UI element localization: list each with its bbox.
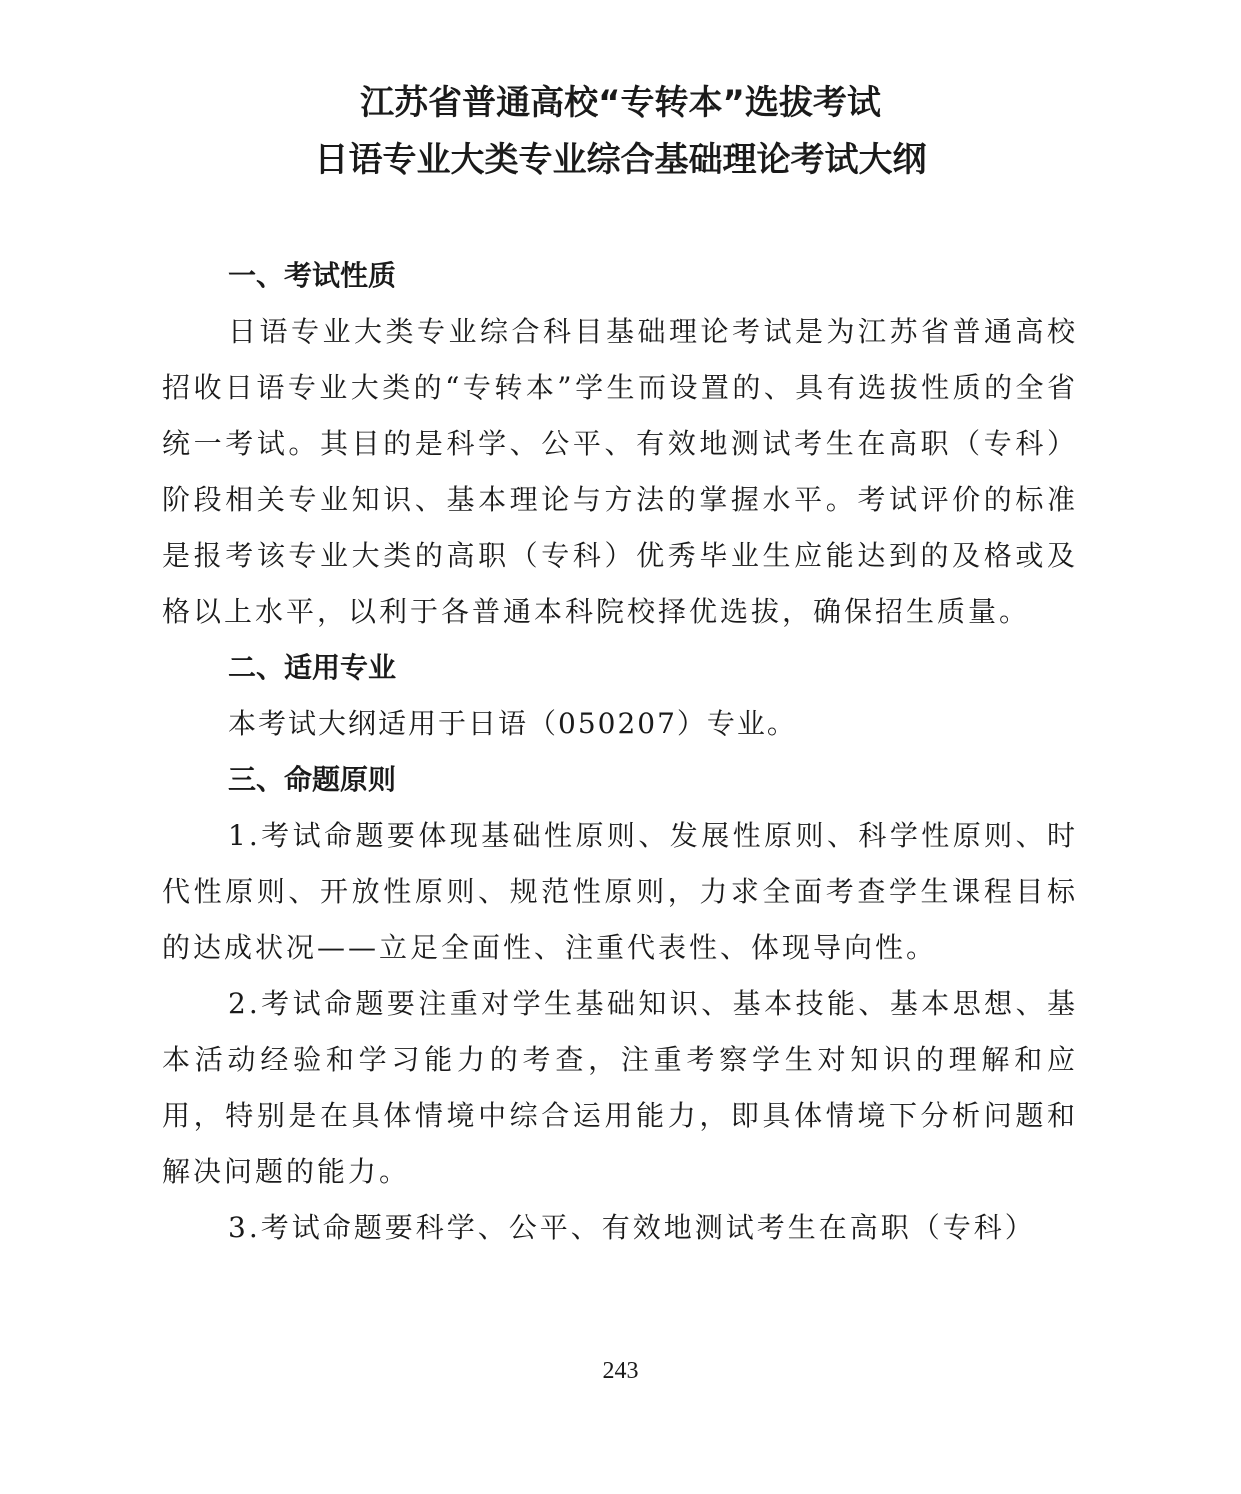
paragraph-applicable-major: 本考试大纲适用于日语（050207）专业。 bbox=[228, 707, 797, 740]
section-heading-principles: 三、命题原则 bbox=[228, 763, 397, 796]
paragraph-principle-2: 2.考试命题要注重对学生基础知识、基本技能、基本思想、基本活动经验和学习能力的考查，注重考察学生对知识的理解和应用，特别是在具体情境中综合运用能力，即具体情境下分析问题和解决问题的能力。 bbox=[162, 987, 1078, 1188]
document-title-line-2: 日语专业大类专业综合基础理论考试大纲 bbox=[314, 140, 927, 180]
page-number: 243 bbox=[602, 1358, 639, 1384]
section-heading-nature: 一、考试性质 bbox=[228, 259, 397, 292]
paragraph-nature: 日语专业大类专业综合科目基础理论考试是为江苏省普通高校招收日语专业大类的“专转本”学生而设置的、具有选拔性质的全省统一考试。其目的是科学、公平、有效地测试考生在高职（专科）阶段相关专业知识、基本理论与方法的掌握水平。考试评价的标准是报考该专业大类的高职（专科）优秀毕业生应能达到的及格或及格以上水平，以利于各普通本科院校择优选拔，确保招生质量。 bbox=[162, 315, 1078, 628]
section-heading-applicable-major: 二、适用专业 bbox=[228, 651, 397, 684]
document-body bbox=[162, 248, 1078, 1256]
paragraph-principle-1: 1.考试命题要体现基础性原则、发展性原则、科学性原则、时代性原则、开放性原则、规范性原则，力求全面考查学生课程目标的达成状况——立足全面性、注重代表性、体现导向性。 bbox=[162, 819, 1078, 964]
paragraph-principle-3: 3.考试命题要科学、公平、有效地测试考生在高职（专科） bbox=[228, 1211, 1036, 1244]
document-title-line-1: 江苏省普通高校“专转本”选拔考试 bbox=[360, 83, 881, 123]
